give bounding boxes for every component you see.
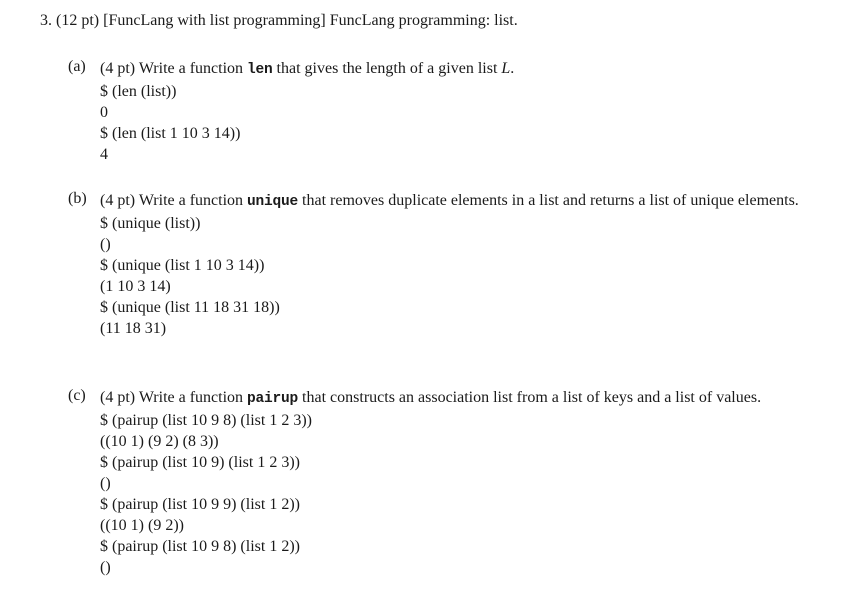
problem-points: (12 pt) (56, 12, 100, 29)
problem-title: [FuncLang with list programming] FuncLang programming: list. (103, 12, 518, 29)
part-label: (a) (68, 58, 86, 75)
part-prompt (100, 387, 828, 410)
part-points: (4 pt) (100, 192, 136, 209)
prompt-text: Write a function (138, 389, 244, 406)
part-a (68, 58, 828, 165)
prompt-text: Write a function (138, 192, 244, 209)
part-points: (4 pt) (100, 60, 136, 77)
problem-number: 3. (40, 12, 52, 29)
example-line: ((10 1) (9 2)) (100, 517, 184, 534)
example-line: (1 10 3 14) (100, 278, 171, 295)
part-points: (4 pt) (100, 389, 136, 406)
example-line: $ (pairup (list 10 9 8) (list 1 2 3)) (100, 412, 312, 429)
example-line: 4 (100, 146, 108, 163)
part-label: (c) (68, 387, 86, 404)
example-line: $ (unique (list 1 10 3 14)) (100, 257, 265, 274)
list-variable: L (501, 60, 511, 77)
example-line: $ (pairup (list 10 9 9) (list 1 2)) (100, 496, 300, 513)
example-line: $ (pairup (list 10 9 8) (list 1 2)) (100, 538, 300, 555)
example-line: 0 (100, 104, 108, 121)
function-name: len (247, 62, 273, 78)
part-label: (b) (68, 190, 87, 207)
example-line: () (100, 475, 111, 492)
example-line: ((10 1) (9 2) (8 3)) (100, 433, 219, 450)
problem-heading (40, 12, 518, 30)
example-line: (11 18 31) (100, 320, 167, 337)
example-line: () (100, 236, 111, 253)
part-b (68, 190, 828, 339)
example-line: $ (len (list)) (100, 83, 177, 100)
part-prompt (100, 58, 828, 81)
part-prompt (100, 190, 828, 213)
example-line: $ (len (list 1 10 3 14)) (100, 125, 241, 142)
prompt-text: Write a function (138, 60, 244, 77)
prompt-period: . (510, 60, 515, 77)
example-line: () (100, 559, 111, 576)
example-line: $ (pairup (list 10 9) (list 1 2 3)) (100, 454, 300, 471)
example-line: $ (unique (list)) (100, 215, 201, 232)
part-c (68, 387, 828, 578)
prompt-text: that constructs an association list from a list of keys and a list of values. (302, 389, 762, 406)
prompt-text: that removes duplicate elements in a list and returns a list of unique elements. (302, 192, 799, 209)
function-name: pairup (247, 391, 299, 407)
prompt-text: that gives the length of a given list (276, 60, 498, 77)
function-name: unique (247, 194, 299, 210)
example-line: $ (unique (list 11 18 31 18)) (100, 299, 280, 316)
